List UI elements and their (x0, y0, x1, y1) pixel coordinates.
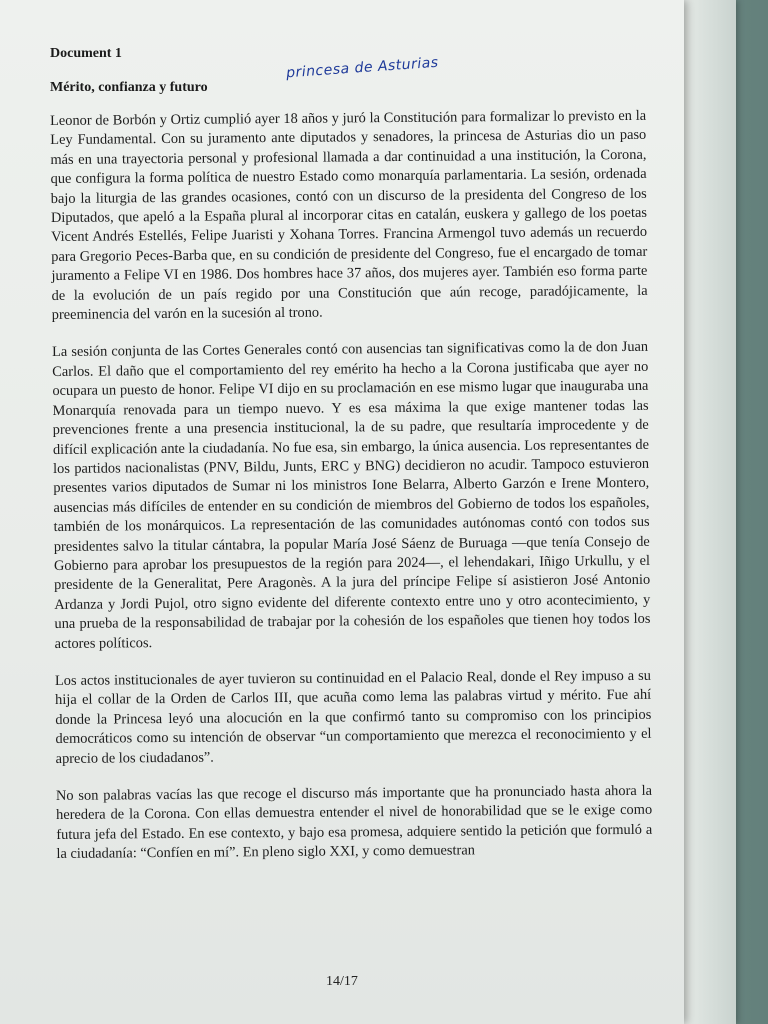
document-label: Document 1 (50, 46, 122, 61)
paragraph-1: Leonor de Borbón y Ortiz cumplió ayer 18 años y juró la Constitución para formalizar lo previsto en la Ley Fundamental. Con su juramento ante diputados y senadores, la princesa de Asturias dio un paso más en una trayectoria personal y profesional llamada a dar continuidad a una institución, la Corona, que configura la forma política de nuestro Estado como monarquía parlamentaria. La sesión, ordenada bajo la liturgia de las grandes ocasiones, contó con un discurso de la presidenta del Congreso de los Diputados, que apeló a la España plural al incorporar citas en catalán, euskera y gallego de los poetas Vicent Andrés Estellés, Felipe Juaristi y Xohana Torres. Francina Armengol tuvo además un recuerdo para Gregorio Peces-Barba que, en su condición de presidente del Congreso, fue el encargado de tomar juramento a Felipe VI en 1986. Dos hombres hace 37 años, dos mujeres ayer. También eso forma parte de la evolución de un país regido por una Constitución que aún recoge, paradójicamente, la preeminencia del varón en la sucesión al trono. (50, 107, 648, 324)
page-number: 14/17 (326, 974, 358, 989)
document-title: Mérito, confianza y futuro (50, 80, 208, 95)
article-body (50, 107, 653, 883)
paragraph-2: La sesión conjunta de las Cortes Generales contó con ausencias tan significativas como la de don Juan Carlos. El daño que el comportamiento del rey emérito ha hecho a la Corona justificaba que ayer no ocupara un puesto de honor. Felipe VI dijo en su proclamación en ese mismo lugar que inauguraba una Monarquía renovada para un tiempo nuevo. Y es esa máxima la que exige mantener todas las prevenciones frente a una presencia institucional, la de su padre, que resultaría improcedente y de difícil explicación ante la ciudadanía. No fue esa, sin embargo, la única ausencia. Los representantes de los partidos nacionalistas (PNV, Bildu, Junts, ERC y BNG) decidieron no acudir. Tampoco estuvieron presentes varios diputados de Sumar ni los ministros Ione Belarra, Alberto Garzón e Irene Montero, ausencias más difíciles de entender en su condición de miembros del Gobierno de todos los españoles, también de los monárquicos. La representación de las comunidades autónomas contó con todos sus presidentes salvo la titular cántabra, la popular María José Sáenz de Buruaga —que tenía Consejo de Gobierno para aprobar los presupuestos de la región para 2024—, el lehendakari, Iñigo Urkullu, y el presidente de la Generalitat, Pere Aragonès. A la jura del príncipe Felipe sí asistieron José Antonio Ardanza y Jordi Pujol, otro signo evidente del diferente contexto entre uno y otro acontecimiento, y una prueba de la responsabilidad de trabajar por la cohesión de los españoles que tienen hoy todos los actores políticos. (52, 339, 651, 652)
paragraph-4: No son palabras vacías las que recoge el discurso más importante que ha pronunciado hasta ahora la heredera de la Corona. Con ellas demuestra entender el nivel de honorabilidad que se le exige como futura jefa del Estado. En ese contexto, y bajo esa promesa, adquiere sentido la petición que formuló a la ciudadanía: “Confíen en mí”. En pleno siglo XXI, y como demuestran (55, 782, 653, 863)
handwritten-annotation: princesa de Asturias (285, 54, 440, 82)
paragraph-3: Los actos institucionales de ayer tuvieron su continuidad en el Palacio Real, donde el Rey impuso a su hija el collar de la Orden de Carlos III, que acuña como lema las palabras virtud y mérito. Fue ahí donde la Princesa leyó una alocución en la que confirmó tanto su compromiso con los principios democráticos como su intención de observar “un comportamiento que merezca el reconocimiento y el aprecio de los ciudadanos”. (54, 667, 652, 767)
underlying-page-edge (676, 0, 736, 1024)
